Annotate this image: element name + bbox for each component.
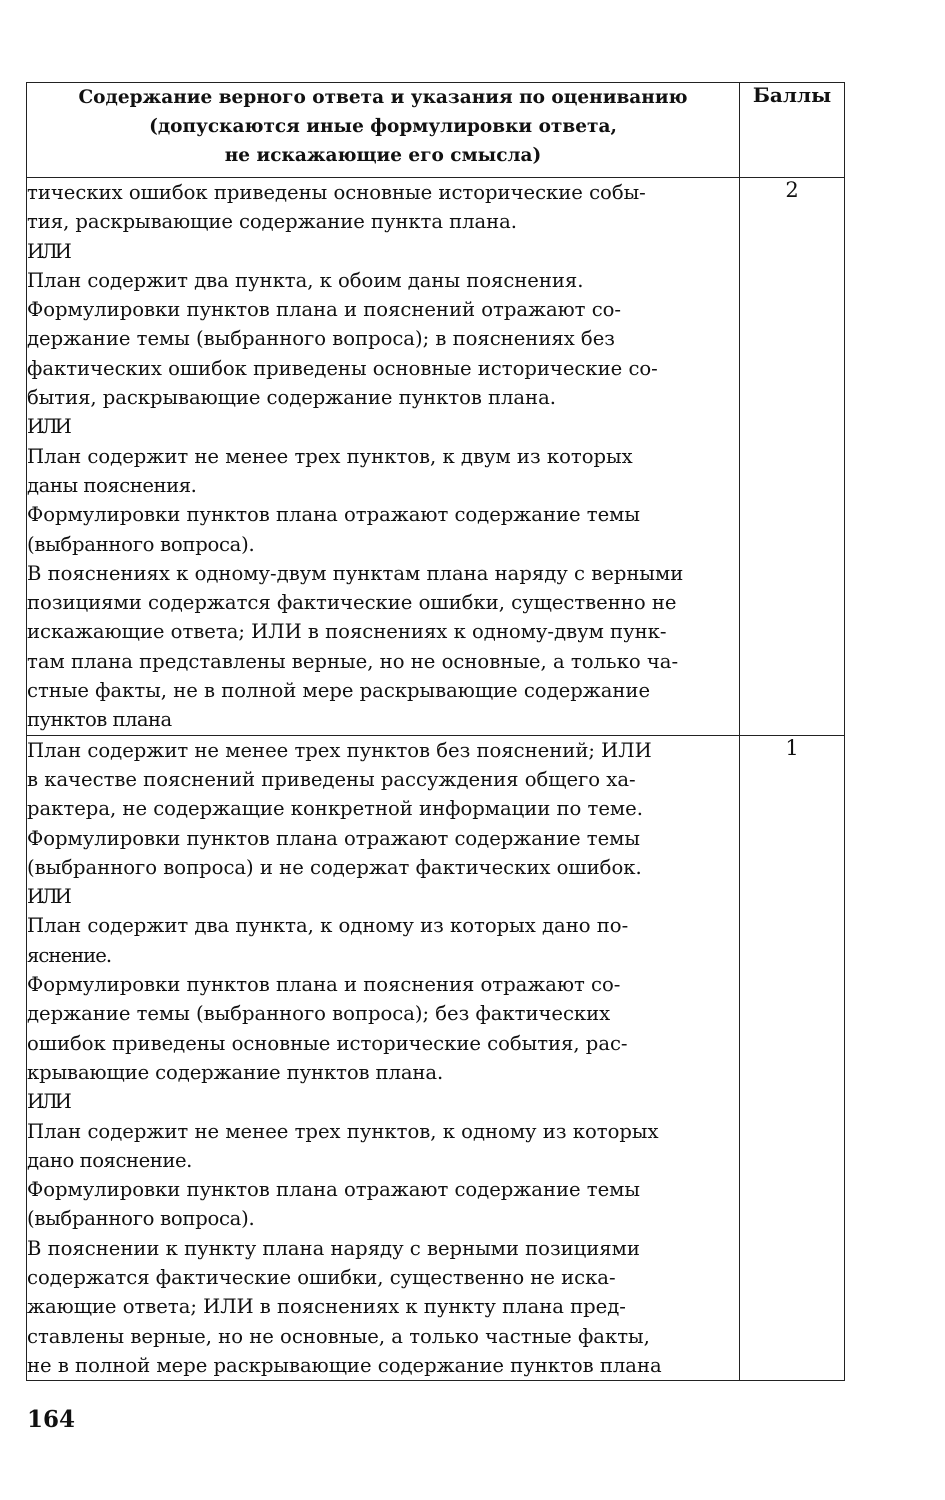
criteria-text-line: тия, раскрывающие содержание пункта плана.: [27, 210, 517, 234]
criteria-text-line: там плана представлены верные, но не основные, а только ча-: [27, 649, 679, 673]
criteria-text-line: в качестве пояснений приведены рассуждения общего ха-: [27, 767, 636, 791]
page-number: 164: [27, 1406, 76, 1433]
row-score-cell: 2: [740, 178, 845, 736]
table-row-score-1: [27, 735, 845, 1381]
criteria-text-line: План содержит не менее трех пунктов без пояснений; ИЛИ: [27, 738, 652, 762]
criteria-text-line: План содержит два пункта, к обоим даны пояснения.: [27, 268, 584, 292]
criteria-text-line: Формулировки пунктов плана и пояснения отражают со-: [27, 973, 621, 997]
criteria-text-line: искажающие ответа; ИЛИ в пояснениях к одному-двум пунк-: [27, 620, 667, 644]
criteria-text-line: даны пояснения.: [27, 473, 197, 497]
criteria-text-line: ИЛИ: [27, 239, 69, 263]
criteria-text-line: ставлены верные, но не основные, а только частные факты,: [27, 1324, 650, 1348]
row-score-cell: 1: [740, 735, 845, 1381]
criteria-text-line: В пояснениях к одному-двум пунктам плана наряду с верными: [27, 561, 684, 585]
criteria-text-line: План содержит не менее трех пунктов, к двум из которых: [27, 444, 633, 468]
row-content-cell: [27, 178, 740, 736]
criteria-text-line: (выбранного вопроса) и не содержат фактических ошибок.: [27, 855, 642, 879]
criteria-text-line: Формулировки пунктов плана отражают содержание темы: [27, 1178, 640, 1202]
criteria-text-line: ИЛИ: [27, 885, 69, 909]
criteria-text-line: бытия, раскрывающие содержание пунктов плана.: [27, 386, 556, 410]
criteria-text-line: фактических ошибок приведены основные исторические со-: [27, 356, 658, 380]
grading-criteria-table: [26, 82, 845, 1381]
criteria-text-line: ИЛИ: [27, 415, 69, 439]
header-content-cell: [27, 83, 740, 178]
criteria-text-line: держание темы (выбранного вопроса); без фактических: [27, 1002, 611, 1026]
criteria-text-line: (выбранного вопроса).: [27, 532, 255, 556]
criteria-text-line: рактера, не содержащие конкретной информации по теме.: [27, 797, 643, 821]
criteria-text-line: держание темы (выбранного вопроса); в пояснениях без: [27, 327, 615, 351]
criteria-text-line: Формулировки пунктов плана отражают содержание темы: [27, 503, 640, 527]
criteria-text-line: План содержит два пункта, к одному из которых дано по-: [27, 914, 629, 938]
criteria-text-line: ИЛИ: [27, 1090, 69, 1114]
row-content-cell: [27, 735, 740, 1381]
criteria-text-line: План содержит не менее трех пунктов, к одному из которых: [27, 1119, 659, 1143]
criteria-text-line: содержатся фактические ошибки, существенно не иска-: [27, 1265, 616, 1289]
criteria-text-line: яснение.: [27, 943, 112, 967]
criteria-text-line: позициями содержатся фактические ошибки, существенно не: [27, 591, 677, 615]
table-header-row: [27, 83, 845, 178]
criteria-text-line: ошибок приведены основные исторические события, рас-: [27, 1031, 628, 1055]
header-score-cell: Баллы: [740, 83, 845, 178]
criteria-text-line: В пояснении к пункту плана наряду с верными позициями: [27, 1236, 640, 1260]
criteria-text-line: не в полной мере раскрывающие содержание пунктов плана: [27, 1353, 662, 1377]
criteria-text-line: пунктов плана: [27, 708, 172, 732]
criteria-text-line: дано пояснение.: [27, 1148, 192, 1172]
criteria-text-line: стные факты, не в полной мере раскрывающие содержание: [27, 679, 651, 703]
criteria-text-line: тических ошибок приведены основные исторические собы-: [27, 181, 646, 204]
criteria-text-line: (выбранного вопроса).: [27, 1207, 255, 1231]
criteria-text-line: Формулировки пунктов плана отражают содержание темы: [27, 826, 640, 850]
header-content-line: не искажающие его смысла): [224, 145, 542, 166]
criteria-text-line: Формулировки пунктов плана и пояснений отражают со-: [27, 298, 622, 322]
header-content-line: (допускаются иные формулировки ответа,: [149, 116, 617, 137]
header-content-line: Содержание верного ответа и указания по оцениванию: [78, 87, 688, 108]
criteria-text-line: жающие ответа; ИЛИ в пояснениях к пункту плана пред-: [27, 1295, 626, 1319]
table-row-score-2: [27, 178, 845, 736]
criteria-text-line: крывающие содержание пунктов плана.: [27, 1060, 444, 1084]
